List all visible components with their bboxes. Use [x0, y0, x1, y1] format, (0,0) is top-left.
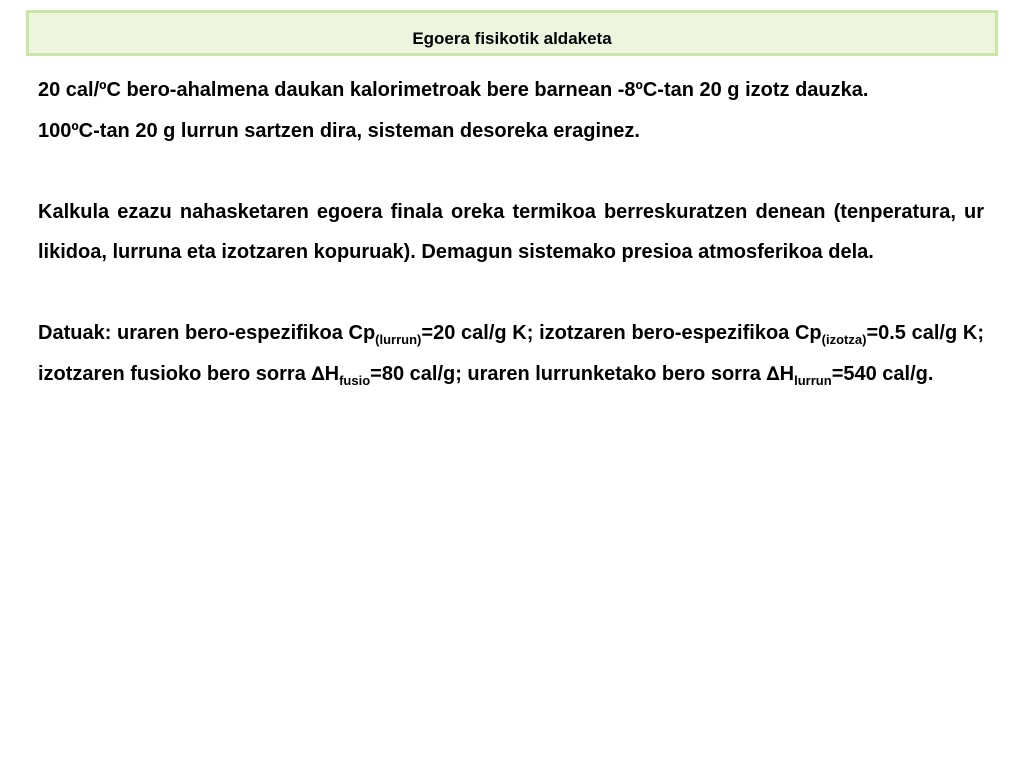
subscript-lurrun: (lurrun): [375, 332, 422, 347]
subscript-lurrun-vapor: lurrun: [794, 372, 832, 388]
data-text-4: =540 cal/g.: [831, 362, 934, 385]
setup-line-2: 100ºC-tan 20 g lurrun sartzen dira, sisteman desoreka eraginez.: [38, 119, 640, 142]
title-bar: [26, 10, 998, 56]
paragraph-task: Kalkula ezazu nahasketaren egoera finala oreka termikoa berreskuratzen denean (tenperatura, ur likidoa, lurruna eta izotzaren kopuruak). Demagun sistemako presioa atmosferikoa dela.: [38, 200, 984, 263]
setup-line-1: 20 cal/ºC bero-ahalmena daukan kalorimetroak bere barnean -8ºC-tan 20 g izotz dauzka.: [38, 79, 869, 101]
enthalpy-h-vapor: H: [779, 362, 795, 385]
enthalpy-h-fusion: H: [324, 362, 340, 385]
data-text-3: =80 cal/g; uraren lurrunketako bero sorra: [370, 362, 767, 385]
page-title: Egoera fisikotik aldaketa: [412, 29, 612, 48]
paragraph-setup: [38, 70, 984, 151]
subscript-izotza: (izotza): [821, 332, 867, 347]
data-text-1: =20 cal/g K; izotzaren bero-espezifikoa Cp: [421, 322, 822, 344]
subscript-fusio: fusio: [339, 372, 371, 388]
data-lead: Datuak: uraren bero-espezifikoa Cp: [38, 322, 376, 344]
delta-symbol: ∆: [766, 362, 780, 385]
paragraph-data: [38, 313, 984, 394]
delta-symbol: ∆: [311, 362, 325, 385]
data-text-2: =0.5 cal/g K; izotzaren fusioko bero sorra: [38, 322, 984, 385]
problem-statement: [38, 70, 984, 394]
